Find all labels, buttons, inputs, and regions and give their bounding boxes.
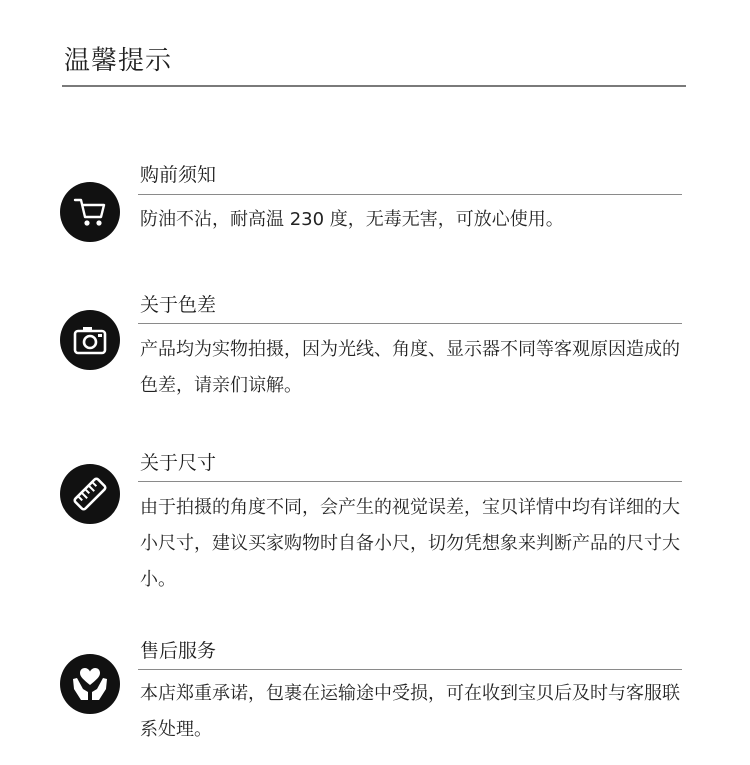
notice-body: 本店郑重承诺，包裹在运输途中受损，可在收到宝贝后及时与客服联系处理。 (140, 683, 680, 740)
notice-divider (138, 481, 682, 482)
camera-icon (60, 310, 120, 370)
ruler-icon (60, 464, 120, 524)
notice-divider (138, 194, 682, 195)
notice-heading: 售后服务 (140, 640, 217, 662)
notice-heading: 关于尺寸 (140, 452, 217, 474)
notice-body: 由于拍摄的角度不同，会产生的视觉误差，宝贝详情中均有详细的大小尺寸，建议买家购物时自备小尺，切勿凭想象来判断产品的尺寸大小。 (140, 497, 680, 590)
shopping-cart-icon (60, 182, 120, 242)
notice-heading: 关于色差 (140, 294, 217, 316)
notice-divider (138, 323, 682, 324)
notice-divider (138, 669, 682, 670)
notice-body: 防油不沾，耐高温 230 度，无毒无害，可放心使用。 (140, 209, 564, 230)
page-title: 温馨提示 (64, 46, 173, 76)
notice-heading: 购前须知 (140, 164, 217, 186)
hands-heart-icon (60, 654, 120, 714)
notice-body: 产品均为实物拍摄，因为光线、角度、显示器不同等客观原因造成的色差，请亲们谅解。 (140, 339, 680, 396)
title-divider (62, 85, 686, 87)
